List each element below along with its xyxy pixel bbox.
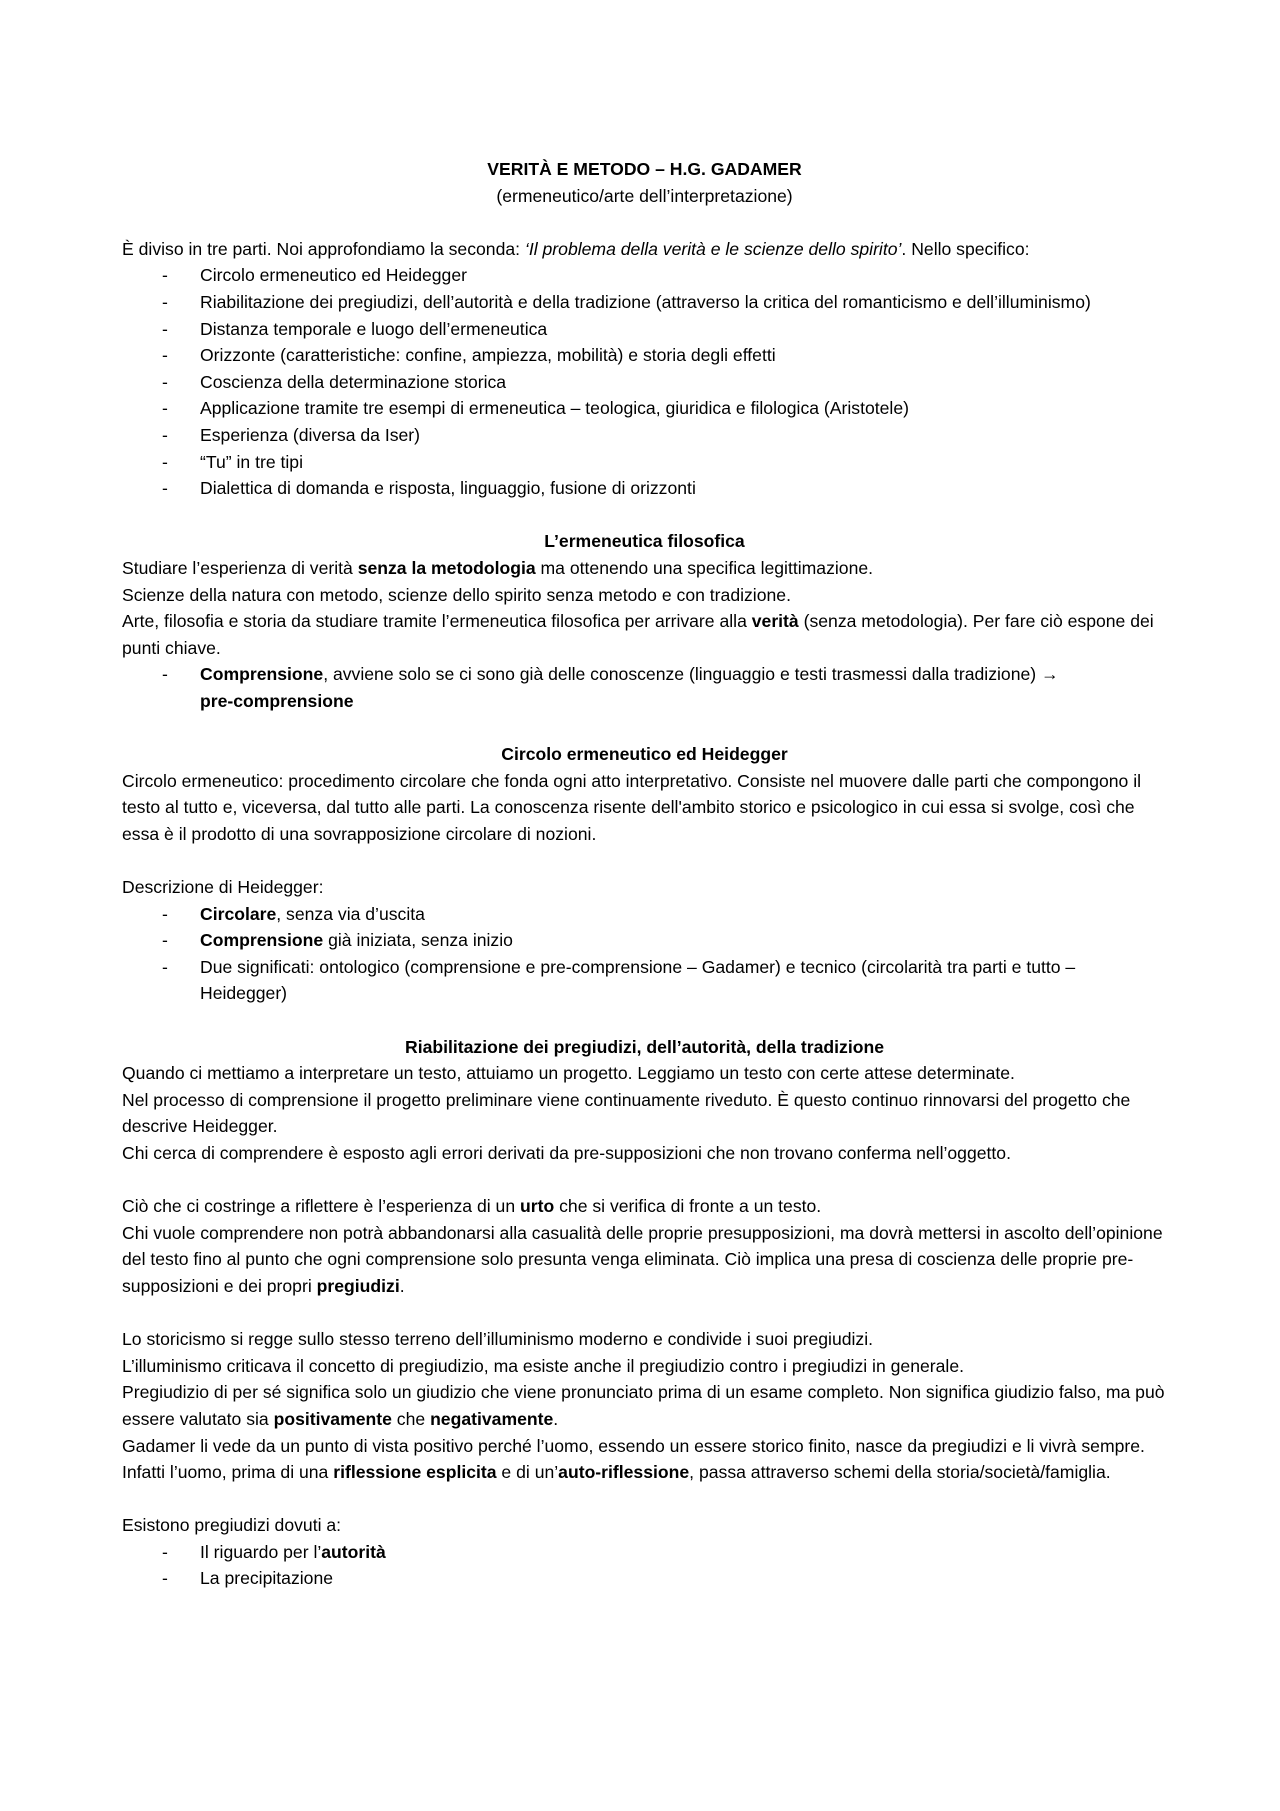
paragraph: Quando ci mettiamo a interpretare un testo, attuiamo un progetto. Leggiamo un testo con certe attese determinate. [122,1063,1015,1084]
intro-list [122,262,1167,501]
section2-list [122,901,1167,1007]
list-item: - Comprensione già iniziata, senza inizio [122,927,1167,954]
list-item: - Esperienza (diversa da Iser) [122,422,1167,449]
paragraph: Ciò che ci costringe a riflettere è l’esperienza di un urto che si verifica di fronte a un testo. [122,1196,822,1217]
list-item: - Circolo ermeneutico ed Heidegger [122,262,1167,289]
list-item: - Applicazione tramite tre esempi di ermeneutica – teologica, giuridica e filologica (Aristotele) [122,395,1167,422]
paragraph: Studiare l’esperienza di verità senza la metodologia ma ottenendo una specifica legittimazione. [122,557,874,578]
section3-list [122,1539,1167,1592]
spacer [122,1167,1167,1194]
spacer [122,1300,1167,1327]
spacer [122,209,1167,236]
list-item: - Circolare, senza via d’uscita [122,901,1167,928]
section-heading: Riabilitazione dei pregiudizi, dell’autorità, della tradizione [404,1036,884,1057]
spacer [122,1486,1167,1513]
list-item: - Comprensione, avviene solo se ci sono già delle conoscenze (linguaggio e testi trasmessi dalla tradizione) → pre-comprensione [122,661,1167,714]
list-item: - Dialettica di domanda e risposta, linguaggio, fusione di orizzonti [122,475,1167,502]
paragraph: Esistono pregiudizi dovuti a: [122,1515,342,1536]
paragraph: L’illuminismo criticava il concetto di pregiudizio, ma esiste anche il pregiudizio contro i pregiudizi in generale. [122,1355,964,1376]
list-item: - Distanza temporale e luogo dell’ermeneutica [122,316,1167,343]
list-item: - La precipitazione [122,1565,1167,1592]
document-title: VERITÀ E METODO – H.G. GADAMER [487,159,802,179]
paragraph: Circolo ermeneutico: procedimento circolare che fonda ogni atto interpretativo. Consiste nel muovere dalle parti che compongono il testo al tutto e, viceversa, dal tutto alle parti. La conoscenza risente dell'ambito storico e psicologico in cui essa si svolge, così che essa è il prodotto di una sovrapposizione circolare di nozioni. [122,770,1142,844]
spacer [122,1007,1167,1034]
spacer [122,714,1167,741]
paragraph: Descrizione di Heidegger: [122,877,324,898]
intro-italic-title: ‘Il problema della verità e le scienze dello spirito’ [524,238,902,259]
paragraph: Chi cerca di comprendere è esposto agli errori derivati da pre-supposizioni che non trovano conferma nell’oggetto. [122,1142,1011,1163]
list-item: - Coscienza della determinazione storica [122,369,1167,396]
paragraph: Arte, filosofia e storia da studiare tramite l’ermeneutica filosofica per arrivare alla verità (senza metodologia). Per fare ciò espone dei punti chiave. [122,611,1154,658]
list-item: - Orizzonte (caratteristiche: confine, ampiezza, mobilità) e storia degli effetti [122,342,1167,369]
paragraph: Nel processo di comprensione il progetto preliminare viene continuamente riveduto. È questo continuo rinnovarsi del progetto che descrive Heidegger. [122,1089,1131,1137]
spacer [122,847,1167,874]
list-item: - Due significati: ontologico (comprensione e pre-comprensione – Gadamer) e tecnico (circolarità tra parti e tutto – Heidegger) [122,954,1167,1007]
paragraph: Gadamer li vede da un punto di vista positivo perché l’uomo, essendo un essere storico finito, nasce da pregiudizi e li vivrà sempre. Infatti l’uomo, prima di una riflessione esplicita e di un’auto-riflessione, passa attraverso schemi della storia/società/famiglia. [122,1435,1145,1483]
paragraph: Chi vuole comprendere non potrà abbandonarsi alla casualità delle proprie presupposizioni, ma dovrà mettersi in ascolto dell’opinione del testo fino al punto che ogni comprensione solo presunta venga eliminata. Ciò implica una presa di coscienza delle proprie pre-supposizioni e dei propri pregiudizi. [122,1222,1163,1296]
intro-text-end: . Nello specifico: [901,238,1030,259]
section-heading: L’ermeneutica filosofica [544,531,745,552]
paragraph: Lo storicismo si regge sullo stesso terreno dell’illuminismo moderno e condivide i suoi pregiudizi. [122,1329,874,1350]
paragraph: Pregiudizio di per sé significa solo un giudizio che viene pronunciato prima di un esame completo. Non significa giudizio falso, ma può essere valutato sia positivamente che negativamente. [122,1382,1165,1429]
document-subtitle: (ermeneutico/arte dell’interpretazione) [496,185,793,206]
section-heading: Circolo ermeneutico ed Heidegger [501,744,788,765]
document-page [122,156,1167,1592]
list-item: - Riabilitazione dei pregiudizi, dell’autorità e della tradizione (attraverso la critica del romanticismo e dell’illuminismo) [122,289,1167,316]
paragraph: Scienze della natura con metodo, scienze dello spirito senza metodo e con tradizione. [122,584,791,605]
list-item: - Il riguardo per l’autorità [122,1539,1167,1566]
intro-paragraph [122,236,1167,263]
spacer [122,502,1167,529]
intro-text: È diviso in tre parti. Noi approfondiamo la seconda: [122,238,525,259]
section1-list [122,661,1167,714]
list-item: - “Tu” in tre tipi [122,449,1167,476]
